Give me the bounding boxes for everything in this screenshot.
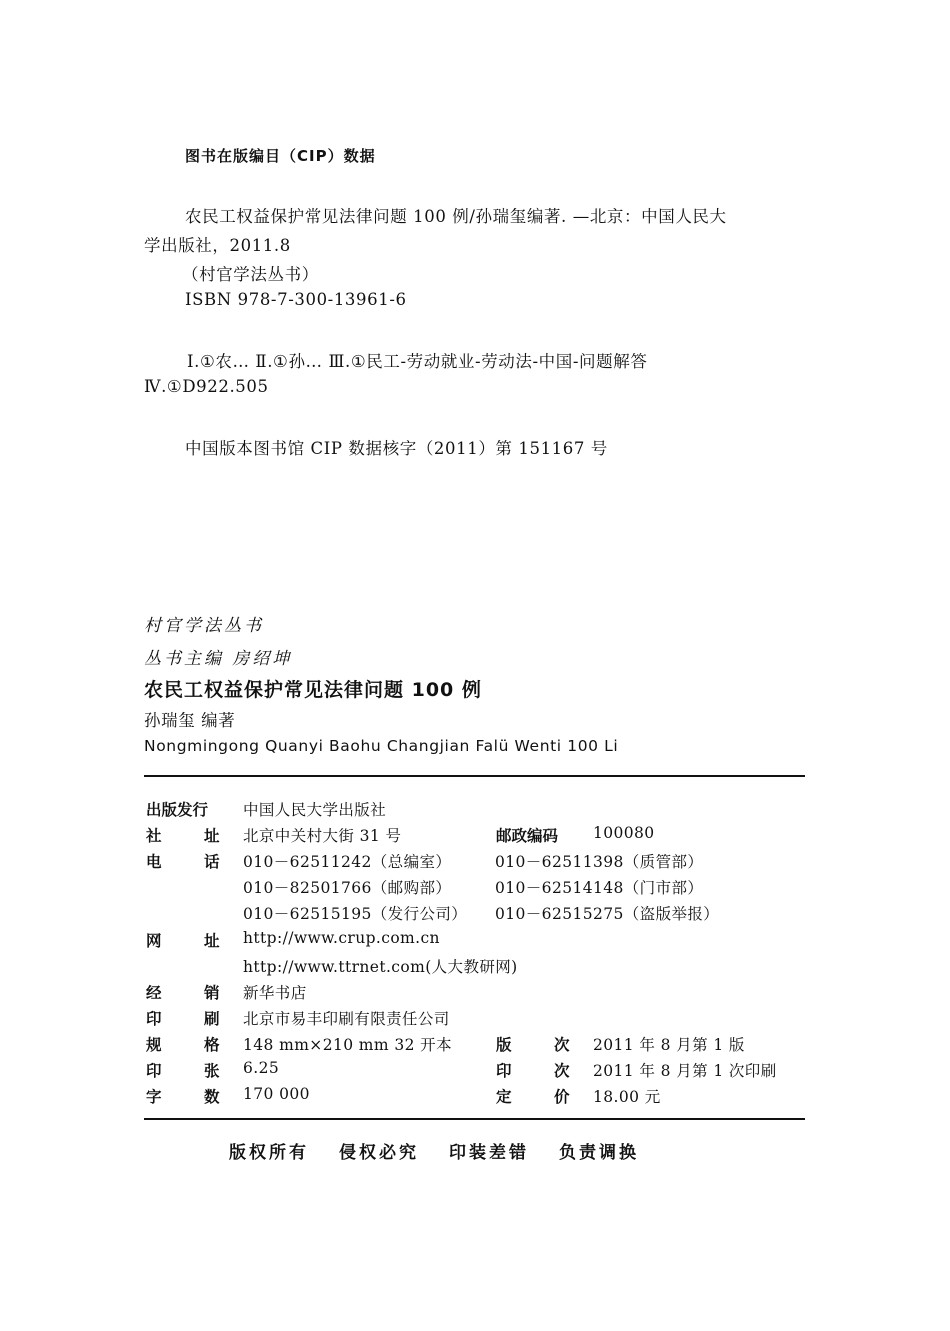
postcode-label: 邮政编码 (496, 827, 559, 845)
copyright-part-3: 印装差错 (449, 1143, 529, 1163)
phone-number: 010－62515195（发行公司） (243, 905, 468, 923)
cip-bib-line-2: 学出版社，2011.8 (144, 236, 291, 255)
address-value: 北京中关村大街 31 号 (243, 827, 402, 845)
distributor-value: 新华书店 (243, 984, 307, 1002)
series-editor: 丛书主编 房绍坤 (144, 649, 293, 669)
printing-label-1: 印 (496, 1062, 512, 1080)
publisher-label: 出版发行 (146, 801, 209, 819)
cip-heading: 图书在版编目（CIP）数据 (185, 147, 376, 165)
words-value: 170 000 (243, 1085, 310, 1103)
distributor-label-2: 销 (204, 984, 220, 1002)
phone-number: 010－62511398（质管部） (495, 853, 704, 871)
printer-value: 北京市易丰印刷有限责任公司 (243, 1010, 450, 1028)
copyright-notice (229, 1138, 669, 1163)
cip-series: （村官学法丛书） (182, 265, 319, 284)
cip-subject-line-1: Ⅰ.①农… Ⅱ.①孙… Ⅲ.①民工-劳动就业-劳动法-中国-问题解答 (187, 352, 648, 371)
printing-label-2: 次 (554, 1062, 570, 1080)
website-link-ttrnet[interactable]: http://www.ttrnet.com(人大教研网) (243, 958, 518, 976)
phone-label-2: 话 (204, 853, 220, 871)
words-label-1: 字 (146, 1088, 162, 1106)
copyright-part-1: 版权所有 (229, 1143, 309, 1163)
publisher-value: 中国人民大学出版社 (243, 801, 387, 819)
cip-number: 中国版本图书馆 CIP 数据核字（2011）第 151167 号 (185, 439, 608, 458)
edition-label-2: 次 (554, 1036, 570, 1054)
price-label-1: 定 (496, 1088, 512, 1106)
book-title: 农民工权益保护常见法律问题 100 例 (144, 679, 482, 701)
bottom-rule (144, 1118, 805, 1120)
website-label-2: 址 (204, 932, 220, 950)
website-link-crup[interactable]: http://www.crup.com.cn (243, 929, 440, 947)
address-label-2: 址 (204, 827, 220, 845)
cip-bib-line-1: 农民工权益保护常见法律问题 100 例/孙瑞玺编著. —北京：中国人民大 (185, 207, 727, 226)
price-label-2: 价 (554, 1088, 570, 1106)
phone-number: 010－62515275（盗版举报） (495, 905, 720, 923)
edition-label-1: 版 (496, 1036, 512, 1054)
format-label-2: 格 (204, 1036, 220, 1054)
phone-label-1: 电 (146, 853, 162, 871)
format-value: 148 mm×210 mm 32 开本 (243, 1036, 452, 1054)
book-author: 孙瑞玺 编著 (144, 711, 236, 730)
format-label-1: 规 (146, 1036, 162, 1054)
top-rule (144, 775, 805, 777)
printer-label-2: 刷 (204, 1010, 220, 1028)
printing-value: 2011 年 8 月第 1 次印刷 (593, 1062, 777, 1080)
series-name: 村官学法丛书 (144, 616, 264, 636)
postcode-value: 100080 (593, 824, 655, 842)
sheets-value: 6.25 (243, 1059, 280, 1077)
distributor-label-1: 经 (146, 984, 162, 1002)
phone-number: 010－62511242（总编室） (243, 853, 452, 871)
phone-number: 010－62514148（门市部） (495, 879, 704, 897)
price-value: 18.00 元 (593, 1088, 661, 1106)
cip-isbn: ISBN 978-7-300-13961-6 (185, 290, 407, 309)
phone-number: 010－82501766（邮购部） (243, 879, 452, 897)
copyright-part-4: 负责调换 (559, 1143, 639, 1163)
website-label-1: 网 (146, 932, 162, 950)
copyright-part-2: 侵权必究 (339, 1143, 419, 1163)
sheets-label-1: 印 (146, 1062, 162, 1080)
sheets-label-2: 张 (204, 1062, 220, 1080)
book-title-pinyin: Nongmingong Quanyi Baohu Changjian Falü Wenti 100 Li (144, 737, 619, 755)
edition-value: 2011 年 8 月第 1 版 (593, 1036, 745, 1054)
words-label-2: 数 (204, 1088, 220, 1106)
printer-label-1: 印 (146, 1010, 162, 1028)
address-label-1: 社 (146, 827, 162, 845)
cip-subject-line-2: Ⅳ.①D922.505 (144, 377, 269, 396)
